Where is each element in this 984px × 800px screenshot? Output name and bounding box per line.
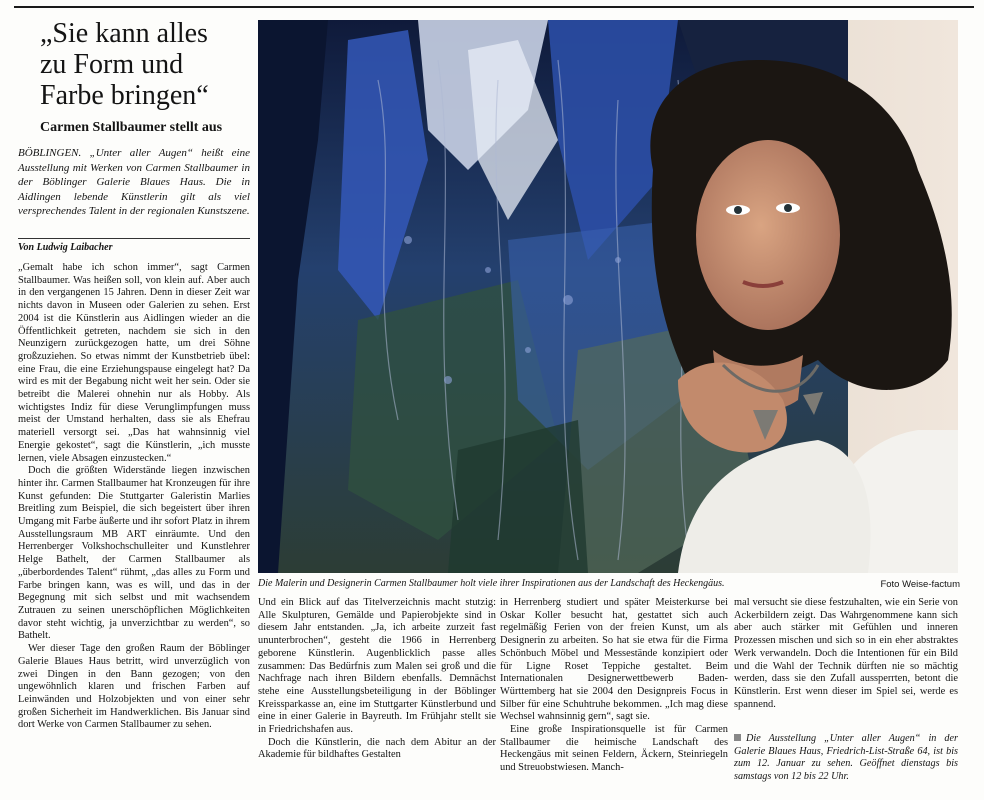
photo-caption: Die Malerin und Designerin Carmen Stallbaumer holt viele ihrer Inspirationen aus der Landschaft des Heckengäus. <box>258 578 725 589</box>
headline-line-3: Farbe bringen“ <box>40 80 209 111</box>
article-column-3 <box>500 597 728 787</box>
exhibition-info-box <box>734 733 958 783</box>
photo-credit: Foto Weise-factum <box>880 579 960 590</box>
paragraph: Und ein Blick auf das Titelverzeichnis macht stutzig: Alle Skulpturen, Gemälde und Papierobjekte sind in diesem Jahr entstanden. „Ja, ich arbeite zurzeit fast ununterbrochen“, gesteht die 1966 in Herrenberg geborene Künstlerin. Augenblicklich passe alles zusammen: Das Bedürfnis zum Malen sei groß und die Nachfrage nach ihren Bildern ebenfalls. Demnächst stehe eine Ausstellungsbeteiligung in der Böblinger Kreissparkasse an, eine im Stuttgarter Künstlerbund und eine in einer Galerie in Bayreuth. Im Frühjahr stellt sie in Friedrichshafen aus. <box>258 597 496 736</box>
paragraph: mal versucht sie diese festzuhalten, wie ein Serie von Ackerbildern zeigt. Das Wahrgenommene kann sich aber auch stärker mit Gefühlen und inneren Prozessen mischen und sich so in ein eher abstraktes Werk verwandeln. Doch die Intentionen für ein Bild und die Wahl der Technik dürften nie so mächtig werden, dass sie den Zufall aussperrten, betont die Künstlerin. Erst wenn dieser im Spiel sei, werde es spannend. <box>734 597 958 710</box>
article-column-2 <box>258 597 496 787</box>
headline-line-1: „Sie kann alles <box>40 18 208 49</box>
top-rule <box>14 6 974 8</box>
article-column-4 <box>734 597 958 729</box>
byline: Von Ludwig Laibacher <box>18 238 250 253</box>
paragraph: Doch die Künstlerin, die nach dem Abitur an der Akademie für bildhaftes Gestalten <box>258 736 496 761</box>
info-square-icon <box>734 734 741 741</box>
lead-paragraph: BÖBLINGEN. „Unter aller Augen“ heißt eine Ausstellung mit Werken von Carmen Stallbaumer in der Böblinger Galerie Blaues Haus. Die in Aidlingen lebende Künstlerin gilt als viel versprechendes Talent in der regionalen Kunstszene. <box>18 147 250 217</box>
paragraph: Wer dieser Tage den großen Raum der Böblinger Galerie Blaues Haus betritt, wird unverzüglich von zwei Dingen in den Bann gezogen; von den ungewöhnlich klaren und frischen Farben auf Leinwänden und Holzobjekten und von einer sehr großen Sicherheit im Handwerklichen. Bis Januar sind dort Werke von Carmen Stallbaumer zu sehen. <box>18 643 250 731</box>
paragraph: Doch die größten Widerstände liegen inzwischen hinter ihr. Carmen Stallbaumer hat Kronzeugen für ihre Kunst gefunden: Die Stuttgarter Galeristin Marlies Breitling zum Beispiel, die sich begeistert über ihren Umgang mit Farbe äußerte und ihr sofort Platz in ihrem Ausstellungsraum MB ART einräumte. Und den Herrenberger Volkshochschulleiter und Kunstlehrer Helge Bathelt, der Carmen Stallbaumer als „überbordendes Talent“ rühmt, „das alles zu Form und Farbe bringen kann, was es will, und das in der Begegnung mit sich selbst und mit wachsendem Zutrauen zu seinen unerschöpflichen Möglichkeiten davor steht wichtig, ja unverzichtbar zu werden“, so Bathelt. <box>18 465 250 642</box>
headline-line-2: zu Form und <box>40 49 184 80</box>
paragraph: in Herrenberg studiert und später Meisterkurse bei Oskar Koller besucht hat, gestattet sich auch regelmäßig Ferien von der freien Kunst, um als Designerin zu arbeiten. So hat sie etwa für die Firma Schönbuch Möbel und Messestände konzipiert oder für Ligne Roset Teppiche gestaltet. Beim Internationalen Designerwettbewerb Baden-Württemberg hat sie 2004 den Designpreis Focus in Silber für eine Schuhtruhe bekommen. „Ich mag diese Wechsel wahnsinnig gern“, sagt sie. <box>500 597 728 723</box>
article-column-1 <box>18 262 250 788</box>
subheadline: Carmen Stallbaumer stellt aus <box>40 120 223 135</box>
headline <box>40 18 260 111</box>
article-photo <box>258 20 958 573</box>
photo-artwork <box>258 20 958 573</box>
paragraph: „Gemalt habe ich schon immer“, sagt Carmen Stallbaumer. Was heißen soll, von klein auf. Aber auch in den vergangenen 15 Jahren. Denn in dieser Zeit war nichts davon in Museen oder Galerien zu sehen. Erst 2004 ist die Künstlerin aus Aidlingen wieder an die Öffentlichkeit getreten, nachdem sie sich in den Neunzigern zurückgezogen hatte, um drei Söhne großzuziehen. So etwas nimmt der Kunstbetrieb übel: eine Frau, die eine Erziehungspause eingelegt hat? Da wird es mit der Begabung nicht weit her sein. Oder sie betreibt die Malerei ohnehin nur als Hobby. Als wichtigstes Indiz für diese Verunglimpfungen muss meist der Umstand herhalten, dass sie als Ehefrau materiell versorgt sei. „Das hat wahnsinnig viel Energie gekostet“, sagt die Künstlerin, „ich musste lernen, viele Absagen einzustecken.“ <box>18 262 250 464</box>
exhibition-info-text: Die Ausstellung „Unter aller Augen“ in der Galerie Blaues Haus, Friedrich-List-Straße 64, ist bis zum 12. Januar zu sehen. Geöffnet dienstags bis samstags von 12 bis 22 Uhr. <box>734 733 958 782</box>
paragraph: Eine große Inspirationsquelle ist für Carmen Stallbaumer die heimische Landschaft des Heckengäus mit seinen Feldern, Äckern, Steinriegeln und Streuobstwiesen. Manch- <box>500 724 728 774</box>
